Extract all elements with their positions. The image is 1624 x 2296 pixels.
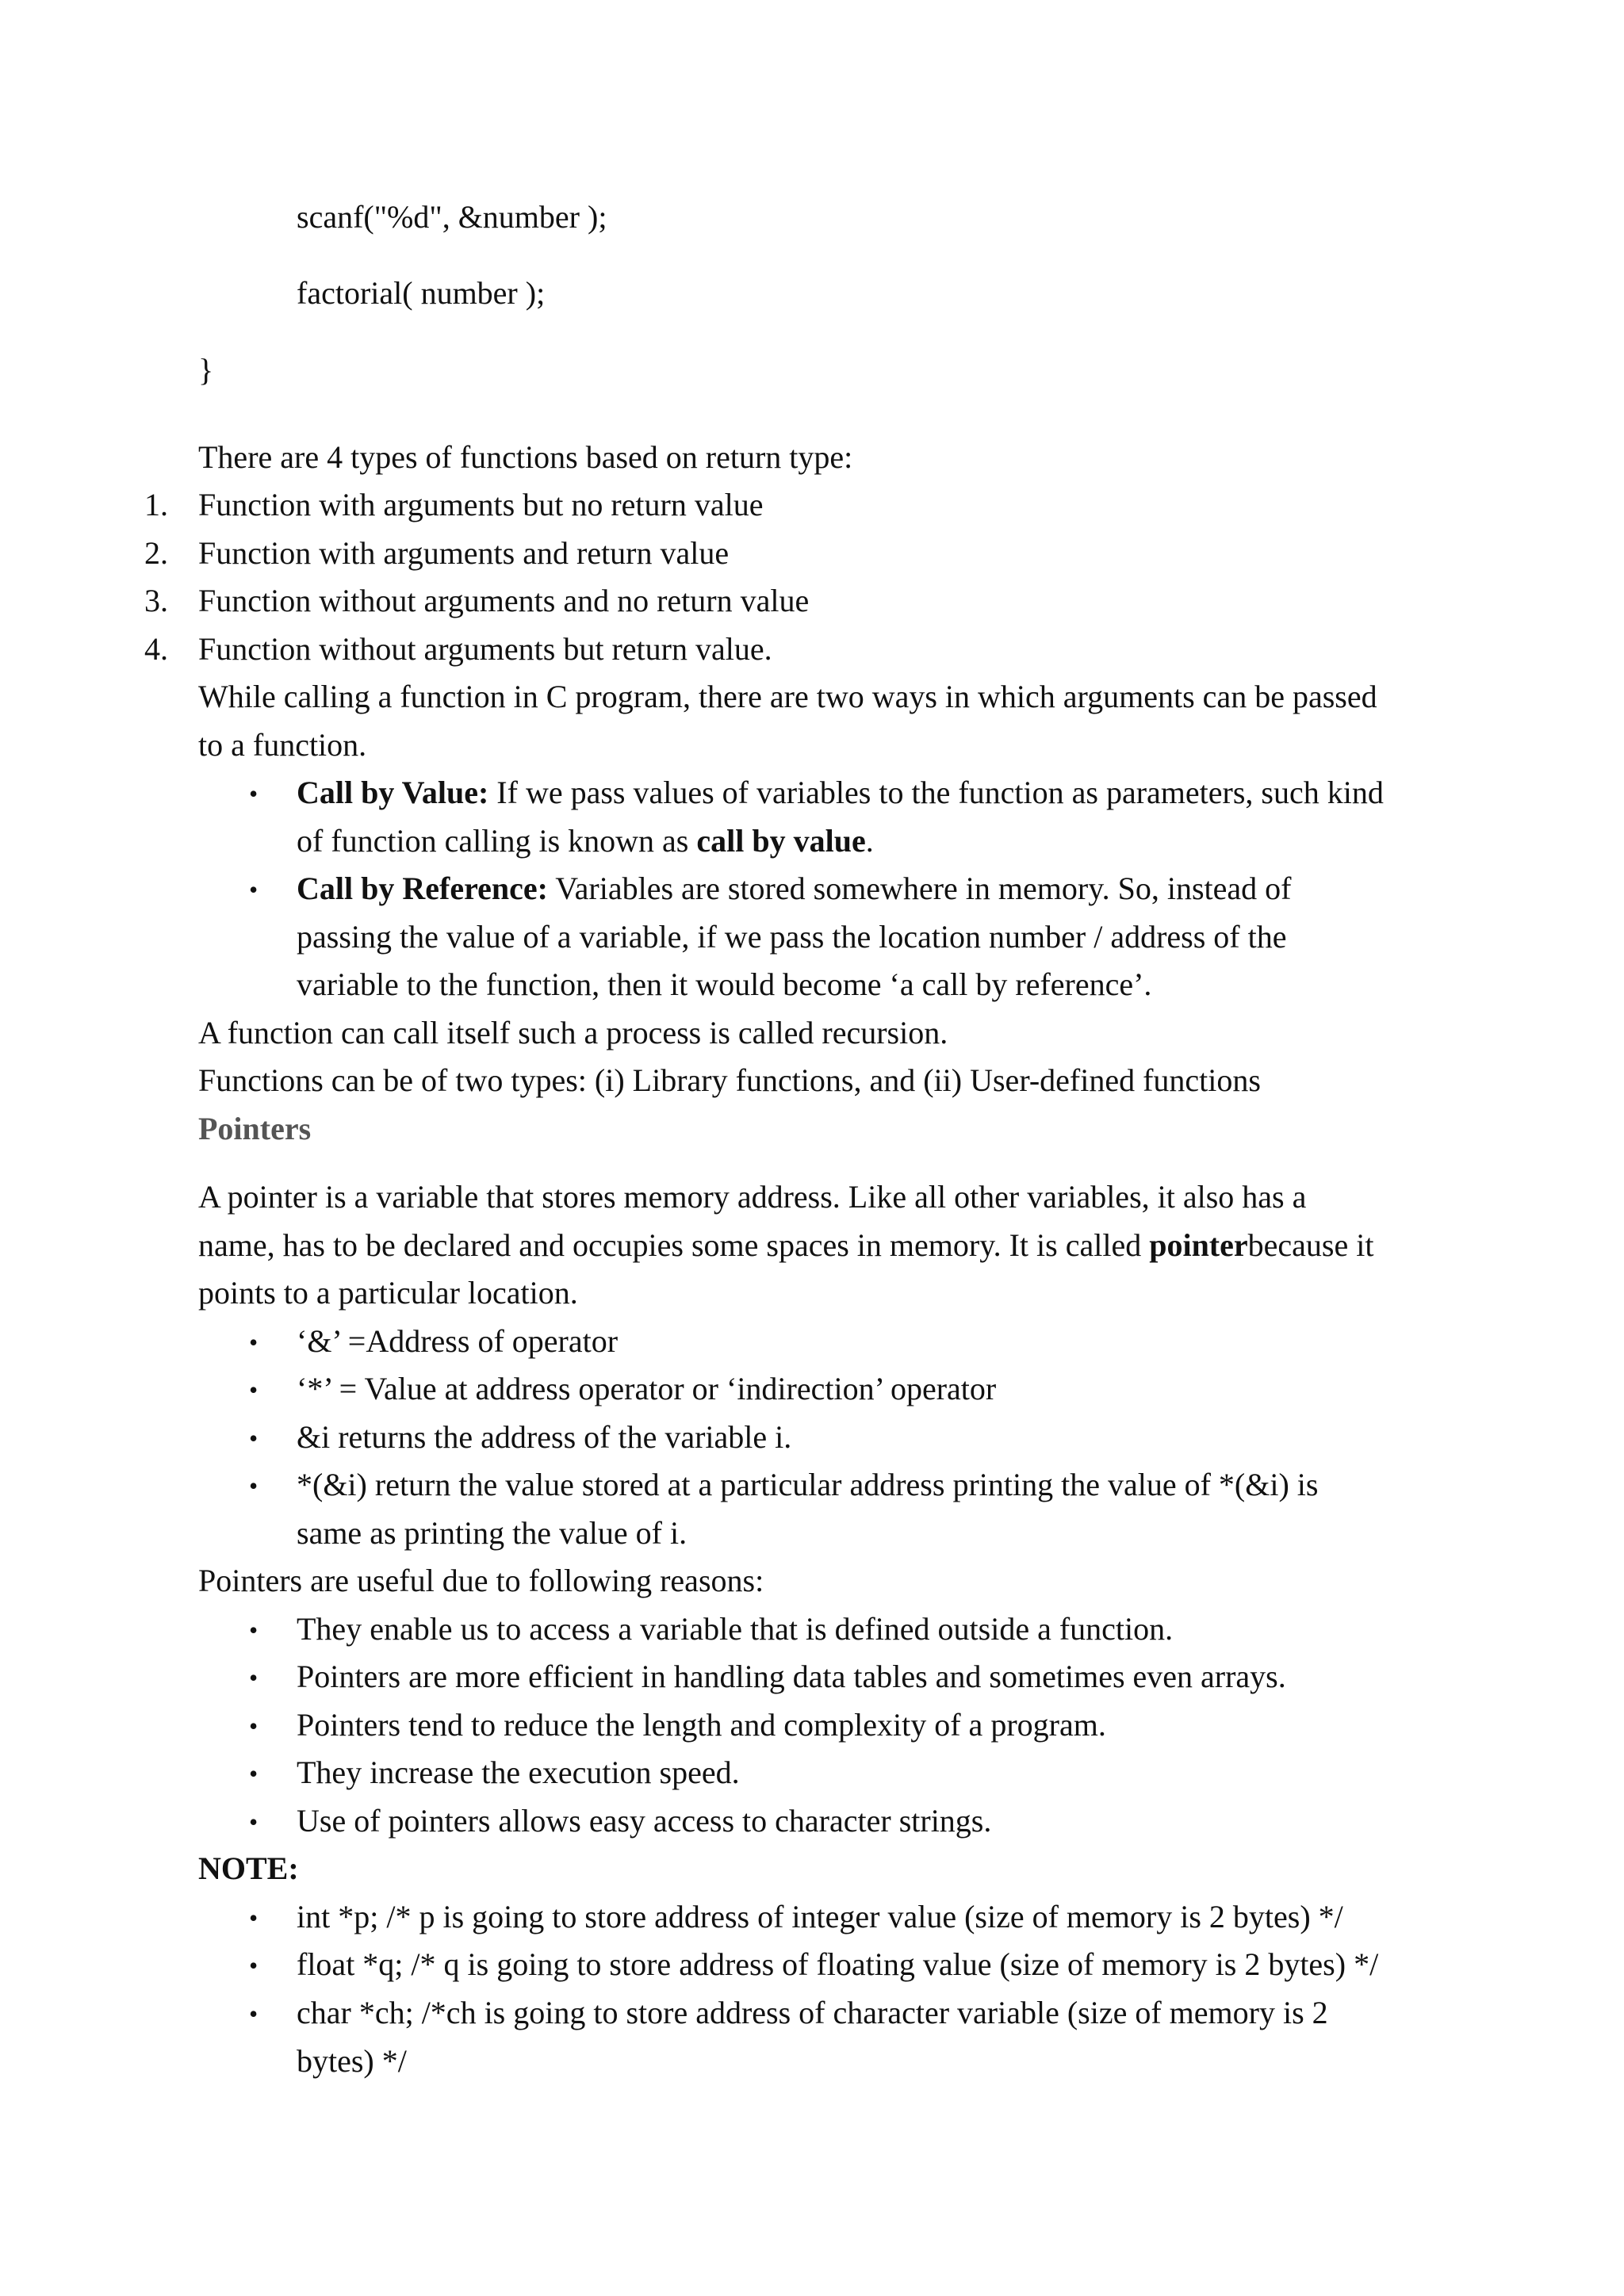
period: . — [865, 823, 874, 859]
operator-item: ‘*’ = Value at address operator or ‘indirection’ operator — [297, 1371, 997, 1406]
passing-paragraph-line: to a function. — [198, 727, 367, 763]
two-types-line: Functions can be of two types: (i) Library functions, and (ii) User-defined functions — [198, 1062, 1261, 1098]
bullet: • — [249, 1616, 259, 1644]
pointers-text: name, has to be declared and occupies some spaces in memory. It is called — [198, 1227, 1150, 1263]
reason-item: They increase the execution speed. — [297, 1755, 740, 1790]
bullet: • — [249, 1904, 259, 1932]
pointers-text: because it — [1247, 1227, 1374, 1263]
note-item: float *q; /* q is going to store address of floating value (size of memory is 2 bytes) */ — [297, 1946, 1379, 1982]
code-close-brace: } — [198, 352, 214, 388]
reason-item: Use of pointers allows easy access to character strings. — [297, 1803, 992, 1839]
list-item: Function with arguments and return value — [198, 535, 730, 571]
bullet: • — [249, 875, 259, 904]
list-number: 4. — [144, 631, 168, 667]
call-by-value-text: of function calling is known as — [297, 823, 697, 859]
bullet: • — [249, 1663, 259, 1692]
bullet: • — [249, 1712, 259, 1740]
call-by-value-bold: call by value — [696, 823, 866, 859]
call-by-reference-term: Call by Reference: — [297, 871, 548, 906]
pointers-paragraph-line: A pointer is a variable that stores memory address. Like all other variables, it also has a — [198, 1179, 1307, 1215]
note-label: NOTE: — [198, 1850, 299, 1886]
reasons-intro: Pointers are useful due to following reasons: — [198, 1563, 764, 1598]
pointers-paragraph-line: points to a particular location. — [198, 1275, 578, 1311]
bullet: • — [249, 1759, 259, 1788]
bullet: • — [249, 779, 259, 808]
call-by-value-text: If we pass values of variables to the function as parameters, such kind — [488, 775, 1384, 810]
bullet: • — [249, 1951, 259, 1980]
function-types-intro: There are 4 types of functions based on return type: — [198, 439, 853, 475]
list-item: Function without arguments but return value. — [198, 631, 772, 667]
call-by-value-item — [297, 777, 1384, 809]
pointers-heading: Pointers — [198, 1111, 312, 1146]
bullet: • — [249, 1808, 259, 1836]
code-factorial-line: factorial( number ); — [297, 275, 546, 311]
note-item-cont: bytes) */ — [297, 2043, 407, 2079]
code-scanf-line: scanf("%d", &number ); — [297, 199, 607, 235]
list-number: 1. — [144, 487, 168, 522]
bullet: • — [249, 1424, 259, 1452]
operator-item: *(&i) return the value stored at a particular address printing the value of *(&i) is — [297, 1467, 1319, 1502]
bullet: • — [249, 1376, 259, 1404]
reason-item: They enable us to access a variable that is defined outside a function. — [297, 1611, 1174, 1647]
recursion-line: A function can call itself such a process is called recursion. — [198, 1015, 948, 1050]
operator-item: ‘&’ =Address of operator — [297, 1323, 619, 1359]
list-item: Function with arguments but no return value — [198, 487, 764, 522]
call-by-reference-text: variable to the function, then it would become ‘a call by reference’. — [297, 966, 1152, 1002]
operator-item: &i returns the address of the variable i. — [297, 1419, 792, 1455]
operator-item-cont: same as printing the value of i. — [297, 1515, 688, 1551]
bullet: • — [249, 1999, 259, 2028]
bullet: • — [249, 1328, 259, 1357]
call-by-reference-item — [297, 873, 1291, 905]
note-item: int *p; /* p is going to store address of integer value (size of memory is 2 bytes) */ — [297, 1899, 1343, 1934]
reason-item: Pointers tend to reduce the length and complexity of a program. — [297, 1707, 1106, 1743]
call-by-reference-text: Variables are stored somewhere in memory. So, instead of — [547, 871, 1292, 906]
pointer-bold: pointer — [1149, 1227, 1248, 1263]
bullet: • — [249, 1471, 259, 1500]
note-item: char *ch; /*ch is going to store address of character variable (size of memory is 2 — [297, 1995, 1328, 2030]
call-by-reference-text: passing the value of a variable, if we pass the location number / address of the — [297, 919, 1287, 955]
reason-item: Pointers are more efficient in handling data tables and sometimes even arrays. — [297, 1659, 1286, 1694]
pointers-paragraph-line — [198, 1227, 1374, 1263]
call-by-value-item-cont — [297, 825, 874, 857]
call-by-value-term: Call by Value: — [297, 775, 489, 810]
list-number: 2. — [144, 535, 168, 571]
passing-paragraph-line: While calling a function in C program, there are two ways in which arguments can be passed — [198, 679, 1377, 714]
list-number: 3. — [144, 583, 168, 618]
list-item: Function without arguments and no return value — [198, 583, 810, 618]
